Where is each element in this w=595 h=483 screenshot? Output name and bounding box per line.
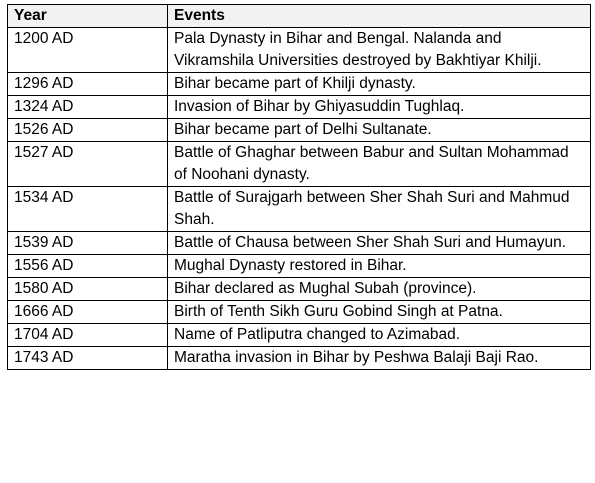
year-cell: 1526 AD: [8, 119, 168, 142]
event-cell: Birth of Tenth Sikh Guru Gobind Singh at Patna.: [168, 301, 591, 324]
year-cell: 1324 AD: [8, 96, 168, 119]
event-cell: Bihar became part of Delhi Sultanate.: [168, 119, 591, 142]
event-cell: Name of Patliputra changed to Azimabad.: [168, 324, 591, 347]
event-cell: Pala Dynasty in Bihar and Bengal. Nalanda and Vikramshila Universities destroyed by Bakhtiyar Khilji.: [168, 28, 591, 73]
table-row: [8, 142, 591, 187]
header-events: Events: [168, 5, 591, 28]
event-cell: Battle of Surajgarh between Sher Shah Suri and Mahmud Shah.: [168, 187, 591, 232]
table-header-row: [8, 5, 591, 28]
year-cell: 1580 AD: [8, 278, 168, 301]
table-row: [8, 187, 591, 232]
year-cell: 1666 AD: [8, 301, 168, 324]
table-row: [8, 347, 591, 370]
event-cell: Maratha invasion in Bihar by Peshwa Balaji Baji Rao.: [168, 347, 591, 370]
table-row: [8, 278, 591, 301]
event-cell: Bihar became part of Khilji dynasty.: [168, 73, 591, 96]
table-row: [8, 96, 591, 119]
table-row: [8, 232, 591, 255]
event-cell: Battle of Ghaghar between Babur and Sultan Mohammad of Noohani dynasty.: [168, 142, 591, 187]
table-row: [8, 255, 591, 278]
year-cell: 1704 AD: [8, 324, 168, 347]
event-cell: Battle of Chausa between Sher Shah Suri and Humayun.: [168, 232, 591, 255]
event-cell: Mughal Dynasty restored in Bihar.: [168, 255, 591, 278]
year-cell: 1539 AD: [8, 232, 168, 255]
year-cell: 1527 AD: [8, 142, 168, 187]
table-row: [8, 119, 591, 142]
timeline-table: [7, 4, 591, 370]
table-row: [8, 73, 591, 96]
table-row: [8, 301, 591, 324]
table-row: [8, 324, 591, 347]
year-cell: 1534 AD: [8, 187, 168, 232]
header-year: Year: [8, 5, 168, 28]
year-cell: 1200 AD: [8, 28, 168, 73]
year-cell: 1296 AD: [8, 73, 168, 96]
event-cell: Invasion of Bihar by Ghiyasuddin Tughlaq.: [168, 96, 591, 119]
year-cell: 1743 AD: [8, 347, 168, 370]
table-body: [8, 28, 591, 370]
year-cell: 1556 AD: [8, 255, 168, 278]
table-row: [8, 28, 591, 73]
event-cell: Bihar declared as Mughal Subah (province).: [168, 278, 591, 301]
